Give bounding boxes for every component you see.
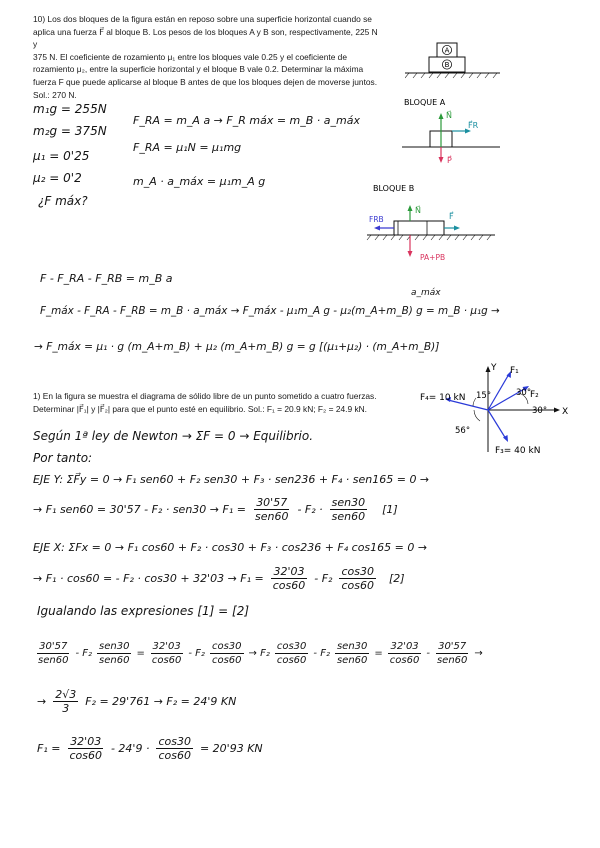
statement-line: fuerza F que puede aplicarse al bloque B antes de que los bloques dejen de moverse juntos. [33, 76, 378, 87]
data-mu1: μ₁ = 0'25 [33, 149, 90, 163]
fbd-block-a [400, 94, 505, 172]
fraction-den: cos60 [389, 655, 420, 666]
fraction-den: sen60 [331, 510, 366, 523]
eq-a-2: F_RA = μ₁N = μ₁mg [133, 141, 242, 154]
eq-a-3: m_A · a_máx = μ₁m_A g [133, 175, 266, 188]
fraction [271, 565, 308, 592]
equating-expression [33, 640, 483, 667]
problem1-statement [33, 390, 403, 415]
fbd-block-b [365, 180, 510, 270]
eq-tag-2: [2] [388, 572, 405, 585]
fraction-num: cos30 [276, 641, 307, 652]
newton-line: Según 1ª ley de Newton → ΣF = 0 → Equilibrio. [33, 429, 314, 443]
term: → [37, 695, 47, 708]
fraction-num: cos30 [211, 641, 242, 652]
fraction-den: 3 [62, 702, 70, 715]
fraction [67, 735, 104, 762]
eje-y2-left: → F₁ sen60 = 30'57 - F₂ · sen30 → F₁ = [33, 503, 246, 516]
f3-label: F₃= 40 kN [495, 446, 541, 456]
f2-result [37, 688, 236, 715]
fraction-num: 32'03 [152, 641, 181, 652]
eje-y2-mid: - F₂ · [297, 503, 323, 516]
fbd-b-normal-label: N⃗ [415, 206, 421, 215]
fraction-num: 30'57 [256, 496, 288, 509]
term: = [136, 648, 145, 659]
statement-line: aplica una fuerza F⃗ al bloque B. Los pesos de los bloques A y B son, respectivamente, 225 N y [33, 26, 378, 50]
fraction-num: sen30 [99, 641, 130, 652]
term: F₂ = 29'761 → F₂ = 24'9 KN [85, 695, 237, 708]
problem10-statement [33, 13, 378, 101]
f4-label: F₄= 10 kN [420, 393, 466, 403]
fraction-den: cos60 [272, 579, 306, 592]
fraction-num: sen30 [336, 641, 368, 652]
f1-label: F₁ [510, 366, 519, 376]
fraction-den: sen60 [254, 510, 289, 523]
eje-y-solution [33, 496, 398, 523]
term: - F₂ [188, 648, 205, 659]
f2-label: F₂ [530, 390, 539, 400]
y-axis-label: Y [491, 363, 497, 373]
block-a-label: A [444, 46, 450, 55]
fraction-num: 32'03 [70, 735, 102, 748]
fraction-num: 30'57 [438, 641, 467, 652]
fraction-den: cos60 [151, 655, 182, 666]
amax-label: a_máx [411, 288, 441, 298]
eje-x-solution [33, 565, 405, 592]
statement-line: Determinar |F⃗₁| y |F⃗₂| para que el punto esté en equilibrio. Sol.: F₁ = 20.9 kN; F₂ = 24.9 kN. [33, 403, 368, 414]
fbd-a-friction-label: F⃗R [468, 121, 479, 130]
force-diagram [418, 360, 578, 460]
statement-line: rozamiento μ₂, entre la superficie horizontal y el bloque B vale 0.2. Determinar la máxima [33, 64, 364, 75]
angle-30-lower: 30° [532, 406, 548, 416]
data-mu2: μ₂ = 0'2 [33, 171, 82, 185]
term: → F₂ [248, 648, 270, 659]
eq-b-1: F - F_RA - F_RB = m_B a [40, 272, 173, 285]
fraction [36, 640, 70, 667]
fraction [210, 640, 244, 667]
fraction-den: sen60 [38, 655, 69, 666]
fraction-num: 32'03 [390, 641, 419, 652]
fraction-num: cos30 [341, 565, 374, 578]
fbd-a-weight-label: P⃗ [447, 156, 452, 165]
fraction-den: cos60 [69, 749, 102, 762]
fraction [435, 640, 469, 667]
eq-a-1: F_RA = m_A a → F_R máx = m_B · a_máx [133, 114, 360, 127]
term: = 20'93 KN [199, 742, 263, 755]
statement-line: 375 N. El coeficiente de rozamiento μ₁ entre los bloques vale 0.25 y el coeficiente de [33, 51, 347, 62]
fraction [253, 496, 290, 523]
fraction-num: 30'57 [39, 641, 68, 652]
block-b-label: B [444, 61, 450, 69]
eje-y-equation: EJE Y: ΣF⃗y = 0 → F₁ sen60 + F₂ sen30 + F₃ · sen236 + F₄ · sen165 = 0 → [33, 473, 430, 486]
fraction-den: cos60 [276, 655, 307, 666]
fraction [330, 496, 367, 523]
eq-b-3: → F_máx = μ₁ · g (m_A+m_B) + μ₂ (m_A+m_B) g = g [(μ₁+μ₂) · (m_A+m_B)] [34, 341, 440, 353]
term: - F₂ [75, 648, 92, 659]
term: - F₂ [313, 648, 330, 659]
fraction [150, 640, 184, 667]
eje-x2-mid: - F₂ [314, 572, 333, 585]
fraction-den: cos60 [158, 749, 191, 762]
data-m1g: m₁g = 255N [33, 102, 107, 116]
data-fmax-question: ¿F máx? [38, 194, 88, 208]
angle-56: 56° [455, 426, 471, 436]
x-axis-label: X [562, 407, 569, 417]
statement-line: 1) En la figura se muestra el diagrama de sólido libre de un punto sometido a cuatro fuerzas. [33, 391, 377, 401]
igualando-line: Igualando las expresiones [1] = [2] [37, 604, 250, 618]
fraction [53, 688, 78, 715]
fraction-num: cos30 [158, 735, 191, 748]
angle-30-upper: 30° [516, 388, 532, 398]
eje-x2-left: → F₁ · cos60 = - F₂ · cos30 + 32'03 → F₁ = [33, 572, 264, 585]
term: F₁ = [37, 742, 61, 755]
fraction-den: cos60 [211, 655, 242, 666]
blocks-figure [405, 38, 500, 83]
fraction [97, 640, 131, 667]
fbd-b-weight-label: PA+PB [420, 253, 446, 262]
statement-line: Sol.: 270 N. [33, 89, 77, 100]
fraction-num: 32'03 [273, 565, 305, 578]
fbd-a-normal-label: N⃗ [446, 111, 452, 120]
therefore-label: Por tanto: [33, 451, 93, 465]
fraction-den: cos60 [341, 579, 374, 592]
fbd-b-friction-label: FRB [369, 215, 384, 224]
fraction [339, 565, 376, 592]
fbd-b-title: BLOQUE B [373, 184, 415, 193]
fraction-num: 2√3 [55, 688, 77, 701]
fraction [388, 640, 422, 667]
fraction-num: sen30 [331, 496, 366, 509]
term: = [374, 648, 383, 659]
statement-line: 10) Los dos bloques de la figura están en reposo sobre una superficie horizontal cuando se [33, 14, 372, 24]
eq-b-2: F_máx - F_RA - F_RB = m_B · a_máx → F_máx - μ₁m_A g - μ₂(m_A+m_B) g = m_B · μ₁g → [40, 305, 500, 317]
fraction [335, 640, 369, 667]
fraction [275, 640, 309, 667]
angle-15: 15° [476, 391, 492, 401]
f1-result [37, 735, 263, 762]
term: → [474, 648, 483, 659]
term: - [426, 648, 430, 659]
fraction-den: sen60 [436, 655, 468, 666]
fraction-den: sen60 [99, 655, 130, 666]
fbd-a-title: BLOQUE A [404, 98, 446, 107]
fbd-b-force-label: F⃗ [449, 212, 454, 221]
fraction-den: sen60 [336, 655, 368, 666]
eje-x-equation: EJE X: ΣFx = 0 → F₁ cos60 + F₂ · cos30 + F₃ · cos236 + F₄ cos165 = 0 → [33, 541, 428, 554]
eq-tag-1: [1] [382, 503, 398, 516]
term: - 24'9 · [110, 742, 150, 755]
fraction [156, 735, 193, 762]
data-m2g: m₂g = 375N [33, 124, 107, 138]
